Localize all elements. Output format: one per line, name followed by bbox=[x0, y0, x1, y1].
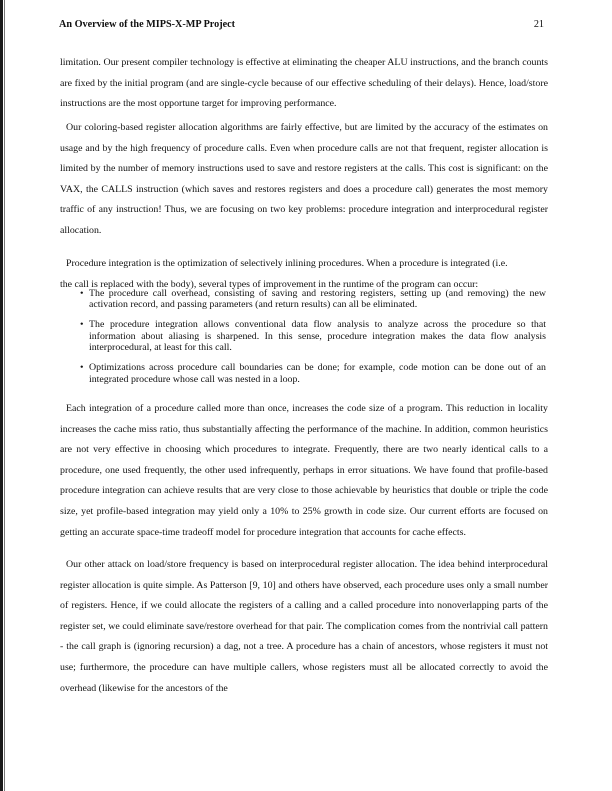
running-header bbox=[59, 19, 552, 33]
page-number: 21 bbox=[533, 19, 544, 30]
bullet-item bbox=[80, 319, 546, 353]
paragraph-line: Procedure integration is the optimization of selectively inlining procedures. When a procedure is integrated (i.e. bbox=[66, 258, 508, 269]
bullet-text: Optimizations across procedure call boundaries can be done; for example, code motion can be done out of an integrated procedure whose call was nested in a loop. bbox=[89, 362, 546, 385]
scan-left-border-shadow bbox=[4, 0, 5, 791]
bullet-icon: • bbox=[80, 362, 84, 374]
paragraph-interprocedural-allocation: Our other attack on load/store frequency is based on interprocedural register allocation. The idea behind interprocedural register allocation is quite simple. As Patterson [9, 10] and others have observed, each procedure uses only a small number of registers. Hence, if we could allocate the registers of a calling and a called procedure into nonoverlapping parts of the register set, we could eliminate save/restore overhead for that pair. The complication comes from the nontrivial call pattern - the call graph is (ignoring recursion) a dag, not a tree. A procedure has a chain of ancestors, whose registers it must not use; furthermore, the procedure can have multiple callers, whose registers must all be allocated correctly to avoid the overhead (likewise for the ancestors of the bbox=[60, 559, 548, 694]
paragraph-limitation: limitation. Our present compiler technology is effective at eliminating the cheaper ALU instructions, and the branch counts are fixed by the initial program (and are single-cycle because of our effective scheduling of their delays). Hence, load/store instructions are the most opportune target for improving performance. bbox=[60, 57, 548, 110]
bullet-text: The procedure integration allows conventional data flow analysis to analyze across the procedure so that information about aliasing is sharpened. In this sense, procedure integration makes the data flow analysis interprocedural, at least for this call. bbox=[89, 319, 546, 354]
paragraph-register-allocation: Our coloring-based register allocation algorithms are fairly effective, but are limited by the accuracy of the estimates on usage and by the high frequency of procedure calls. Even when procedure calls are not that frequent, register allocation is limited by the number of memory instructions used to save and restore registers at the calls. This cost is significant: on the VAX, the CALLS instruction (which saves and restores registers and does a procedure call) generates the most memory traffic of any instruction! Thus, we are focusing on two key problems: procedure integration and interprocedural register allocation. bbox=[60, 122, 548, 236]
paragraph-code-size: Each integration of a procedure called more than once, increases the code size of a program. This reduction in locality increases the cache miss ratio, thus substantially affecting the performance of the machine. In addition, common heuristics are not very effective in choosing which procedures to integrate. Frequently, there are two nearly identical calls to a procedure, one used frequently, the other used infrequently, perhaps in error situations. We have found that profile-based procedure integration can achieve results that are very close to those achievable by heuristics that double or triple the code size, yet profile-based integration may yield only a 10% to 25% growth in code size. Our current efforts are focused on getting an accurate space-time tradeoff model for procedure integration that accounts for cache effects. bbox=[60, 403, 548, 538]
running-title: An Overview of the MIPS-X-MP Project bbox=[59, 19, 236, 30]
bullet-item bbox=[80, 288, 546, 311]
bullet-item bbox=[80, 362, 546, 385]
paragraph-line: the call is replaced with the body), several types of improvement in the runtime of the program can occur: bbox=[60, 279, 479, 290]
scan-left-border bbox=[0, 0, 3, 791]
bullet-icon: • bbox=[80, 288, 84, 299]
improvement-bullet-list bbox=[80, 288, 546, 394]
bullet-text: The procedure call overhead, consisting of saving and restoring registers, setting up (and removing) the new activation record, and passing parameters (and return results) can all be eliminated. bbox=[89, 288, 546, 311]
bullet-icon: • bbox=[80, 319, 84, 331]
